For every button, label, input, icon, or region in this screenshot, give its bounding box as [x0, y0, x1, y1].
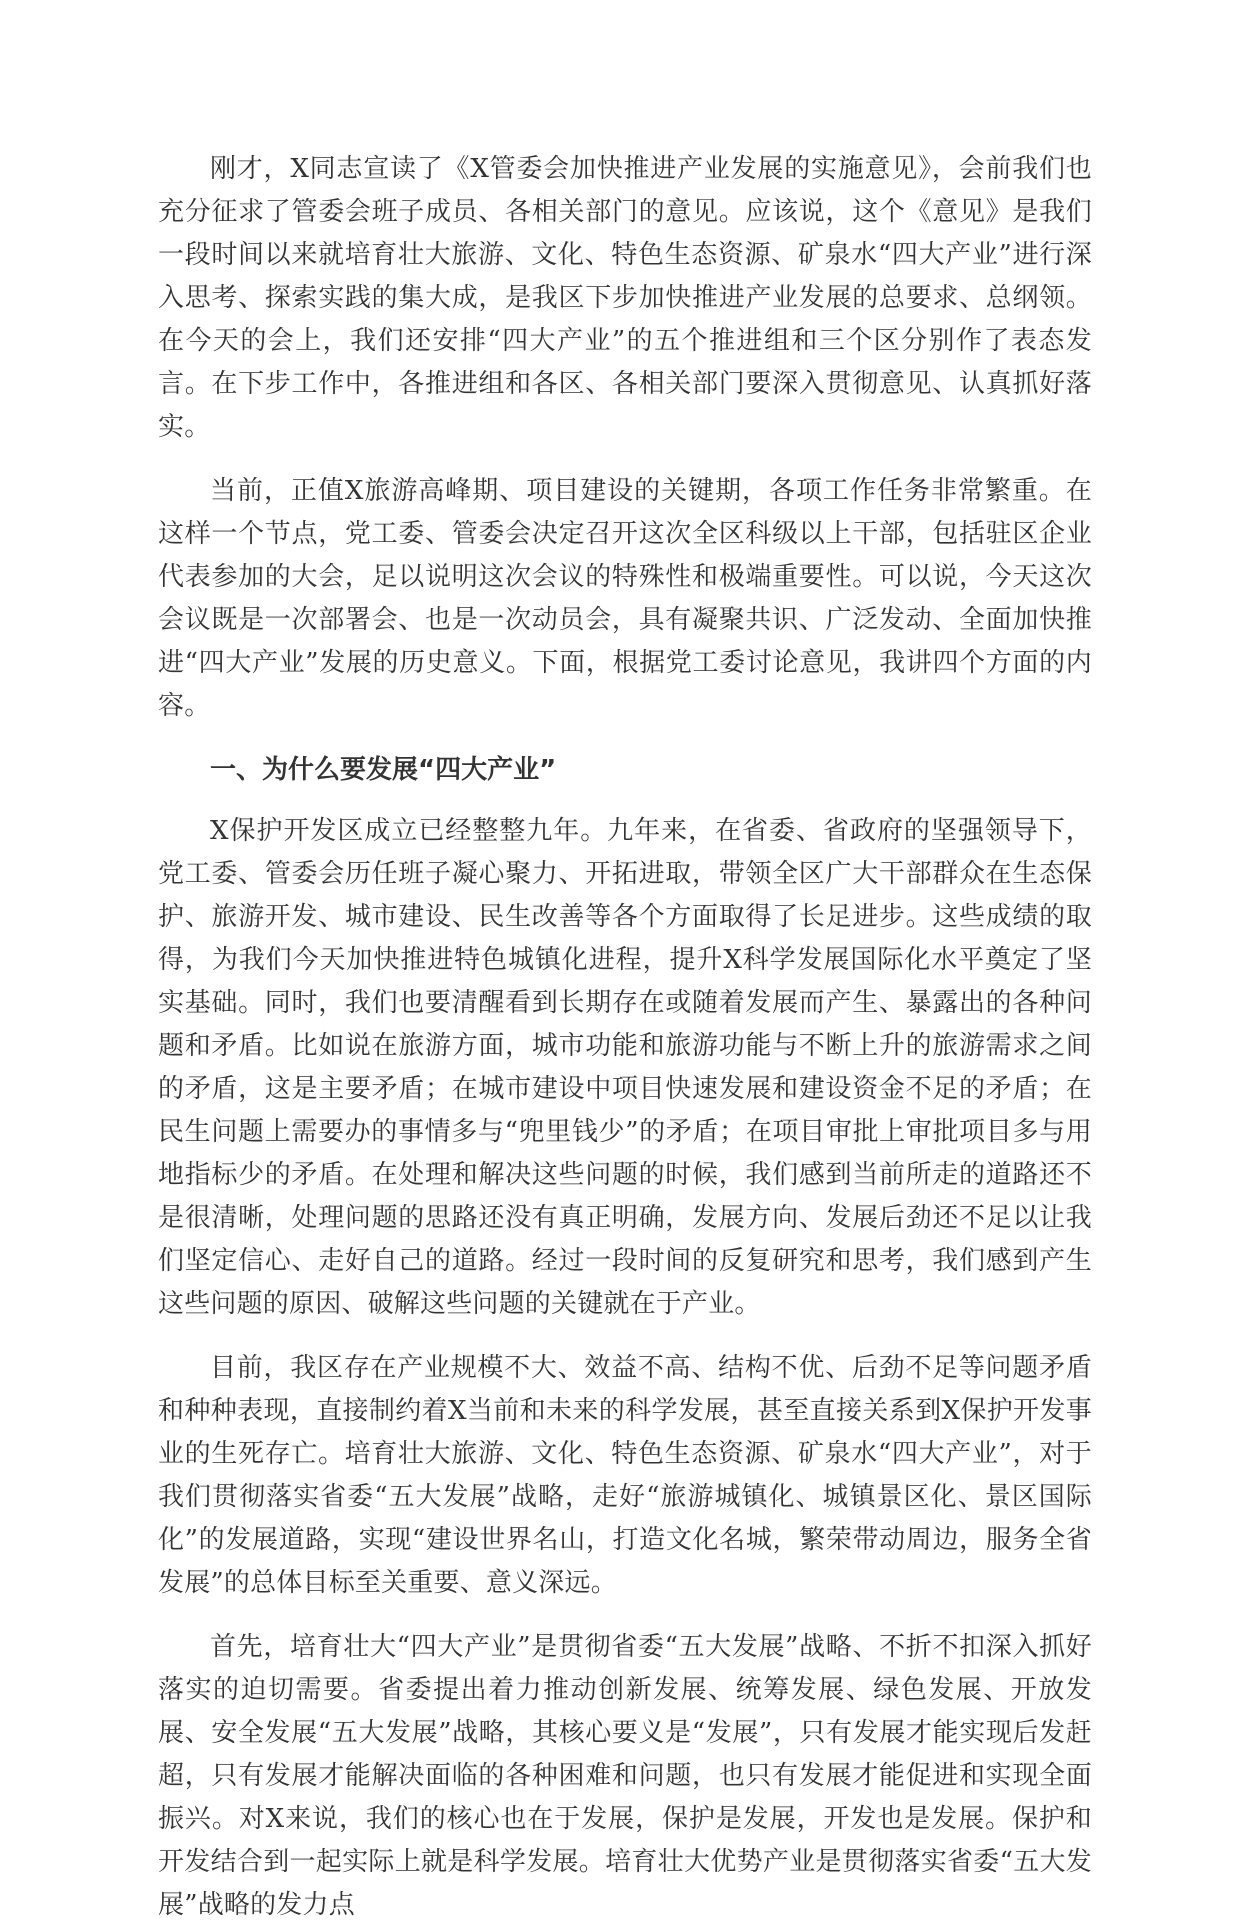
- paragraph: 目前，我区存在产业规模不大、效益不高、结构不优、后劲不足等问题矛盾和种种表现，直接制约着X当前和未来的科学发展，甚至直接关系到X保护开发事业的生死存亡。培育壮大旅游、文化、特色生态资源、矿泉水“四大产业”，对于我们贯彻落实省委“五大发展”战略，走好“旅游城镇化、城镇景区化、景区国际化”的发展道路，实现“建设世界名山，打造文化名城，繁荣带动周边，服务全省发展”的总体目标至关重要、意义深远。: [158, 1353, 1092, 1598]
- paragraph: 当前，正值X旅游高峰期、项目建设的关键期，各项工作任务非常繁重。在这样一个节点，党工委、管委会决定召开这次全区科级以上干部，包括驻区企业代表参加的大会，足以说明这次会议的特殊性和极端重要性。可以说，今天这次会议既是一次部署会、也是一次动员会，具有凝聚共识、广泛发动、全面加快推进“四大产业”发展的历史意义。下面，根据党工委讨论意见，我讲四个方面的内容。: [158, 476, 1092, 721]
- paragraph: 首先，培育壮大“四大产业”是贯彻省委“五大发展”战略、不折不扣深入抓好落实的迫切需要。省委提出着力推动创新发展、统筹发展、绿色发展、开放发展、安全发展“五大发展”战略，其核心要义是“发展”，只有发展才能实现后发赶超，只有发展才能解决面临的各种困难和问题，也只有发展才能促进和实现全面振兴。对X来说，我们的核心也在于发展，保护是发展，开发也是发展。保护和开发结合到一起实际上就是科学发展。培育壮大优势产业是贯彻落实省委“五大发展”战略的发力点: [158, 1632, 1092, 1920]
- paragraph: X保护开发区成立已经整整九年。九年来，在省委、省政府的坚强领导下，党工委、管委会历任班子凝心聚力、开拓进取，带领全区广大干部群众在生态保护、旅游开发、城市建设、民生改善等各个方面取得了长足进步。这些成绩的取得，为我们今天加快推进特色城镇化进程，提升X科学发展国际化水平奠定了坚实基础。同时，我们也要清醒看到长期存在或随着发展而产生、暴露出的各种问题和矛盾。比如说在旅游方面，城市功能和旅游功能与不断上升的旅游需求之间的矛盾，这是主要矛盾；在城市建设中项目快速发展和建设资金不足的矛盾；在民生问题上需要办的事情多与“兜里钱少”的矛盾；在项目审批上审批项目多与用地指标少的矛盾。在处理和解决这些问题的时候，我们感到当前所走的道路还不是很清晰，处理问题的思路还没有真正明确，发展方向、发展后劲还不足以让我们坚定信心、走好自己的道路。经过一段时间的反复研究和思考，我们感到产生这些问题的原因、破解这些问题的关键就在于产业。: [158, 816, 1092, 1319]
- paragraph: 刚才，X同志宣读了《X管委会加快推进产业发展的实施意见》，会前我们也充分征求了管委会班子成员、各相关部门的意见。应该说，这个《意见》是我们一段时间以来就培育壮大旅游、文化、特色生态资源、矿泉水“四大产业”进行深入思考、探索实践的集大成，是我区下步加快推进产业发展的总要求、总纲领。在今天的会上，我们还安排“四大产业”的五个推进组和三个区分别作了表态发言。在下步工作中，各推进组和各区、各相关部门要深入贯彻意见、认真抓好落实。: [158, 154, 1092, 442]
- section-heading: 一、为什么要发展“四大产业”: [210, 755, 557, 785]
